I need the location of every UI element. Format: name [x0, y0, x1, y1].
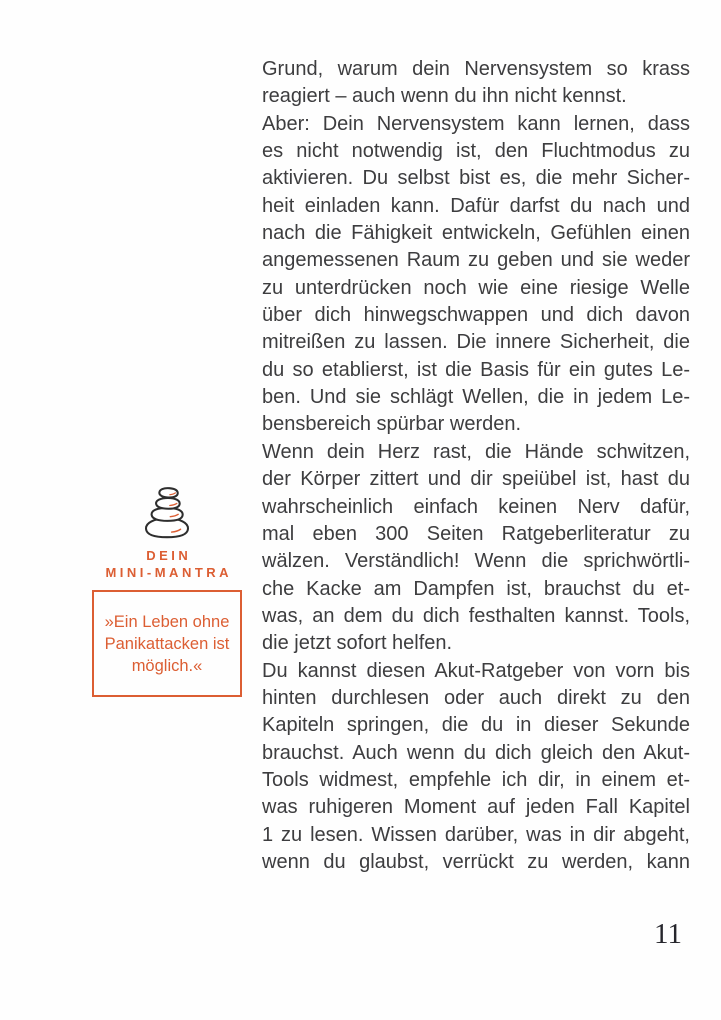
text-line: brauchst. Auch wenn du dich gleich den Akut- — [262, 741, 690, 764]
mantra-text: »Ein Leben ohne Panikattacken ist möglich.« — [104, 612, 230, 675]
text-line: wenn du glaubst, verrückt zu werden, kann — [262, 850, 690, 873]
text-line: Wenn dein Herz rast, die Hände schwitzen, — [262, 440, 690, 463]
text-line: reagiert – auch wenn du ihn nicht kennst. — [262, 85, 627, 108]
text-line: mitreißen zu lassen. Die innere Sicherheit, die — [262, 331, 690, 354]
text-line: angemessenen Raum zu geben und sie weder — [262, 249, 690, 272]
text-line: die jetzt sofort helfen. — [262, 632, 453, 655]
text-line: du so etablierst, ist die Basis für ein gutes Le- — [262, 358, 690, 381]
text-line: Tools widmest, empfehle ich dir, in einem et- — [262, 768, 690, 791]
text-line: was ruhigeren Moment auf jeden Fall Kapitel — [262, 796, 690, 819]
text-line: heit einladen kann. Dafür darfst du nach und — [262, 194, 690, 217]
margin-column — [88, 484, 246, 697]
text-line: nach die Fähigkeit entwickeln, Gefühlen einen — [262, 222, 690, 245]
stone-cairn-icon — [139, 484, 195, 540]
text-line: wälzen. Verständlich! Wenn die sprichwörtli- — [262, 550, 690, 573]
text-line: ben. Und sie schlägt Wellen, die in jedem Le- — [262, 386, 690, 409]
text-line: Grund, warum dein Nervensystem so krass — [262, 58, 690, 80]
text-line: bensbereich spürbar werden. — [262, 413, 522, 436]
text-line: Kapiteln springen, die du in dieser Sekunde — [262, 714, 690, 737]
text-line: der Körper zittert und dir speiübel ist, hast du — [262, 468, 690, 491]
body-text — [262, 56, 690, 876]
text-line: 1 zu lesen. Wissen darüber, was in dir abgeht, — [262, 823, 690, 846]
text-line: Aber: Dein Nervensystem kann lernen, dass — [262, 112, 690, 135]
mantra-box — [92, 590, 242, 697]
text-line: was, an dem du dich festhalten kannst. Tools, — [262, 604, 690, 627]
mini-mantra-heading — [88, 548, 246, 581]
text-line: hinten durchlesen oder auch direkt zu den — [262, 686, 690, 709]
text-line: mal eben 300 Seiten Ratgeberliteratur zu — [262, 522, 690, 545]
mini-mantra-heading-line1: DEIN — [146, 548, 192, 563]
text-line: zu unterdrücken noch wie eine riesige Welle — [262, 276, 690, 299]
text-line: che Kacke am Dampfen ist, brauchst du et- — [262, 577, 690, 600]
text-line: über dich hinwegschwappen und dich davon — [262, 304, 690, 327]
text-line: aktivieren. Du selbst bist es, die mehr Sicher- — [262, 167, 690, 190]
mini-mantra-heading-line2: MINI-MANTRA — [105, 564, 233, 580]
text-line: es nicht notwendig ist, den Fluchtmodus zu — [262, 140, 690, 163]
text-line: wahrscheinlich einfach keinen Nerv dafür, — [262, 495, 690, 518]
page-number: 11 — [654, 918, 682, 950]
text-line: Du kannst diesen Akut-Ratgeber von vorn bis — [262, 659, 690, 682]
